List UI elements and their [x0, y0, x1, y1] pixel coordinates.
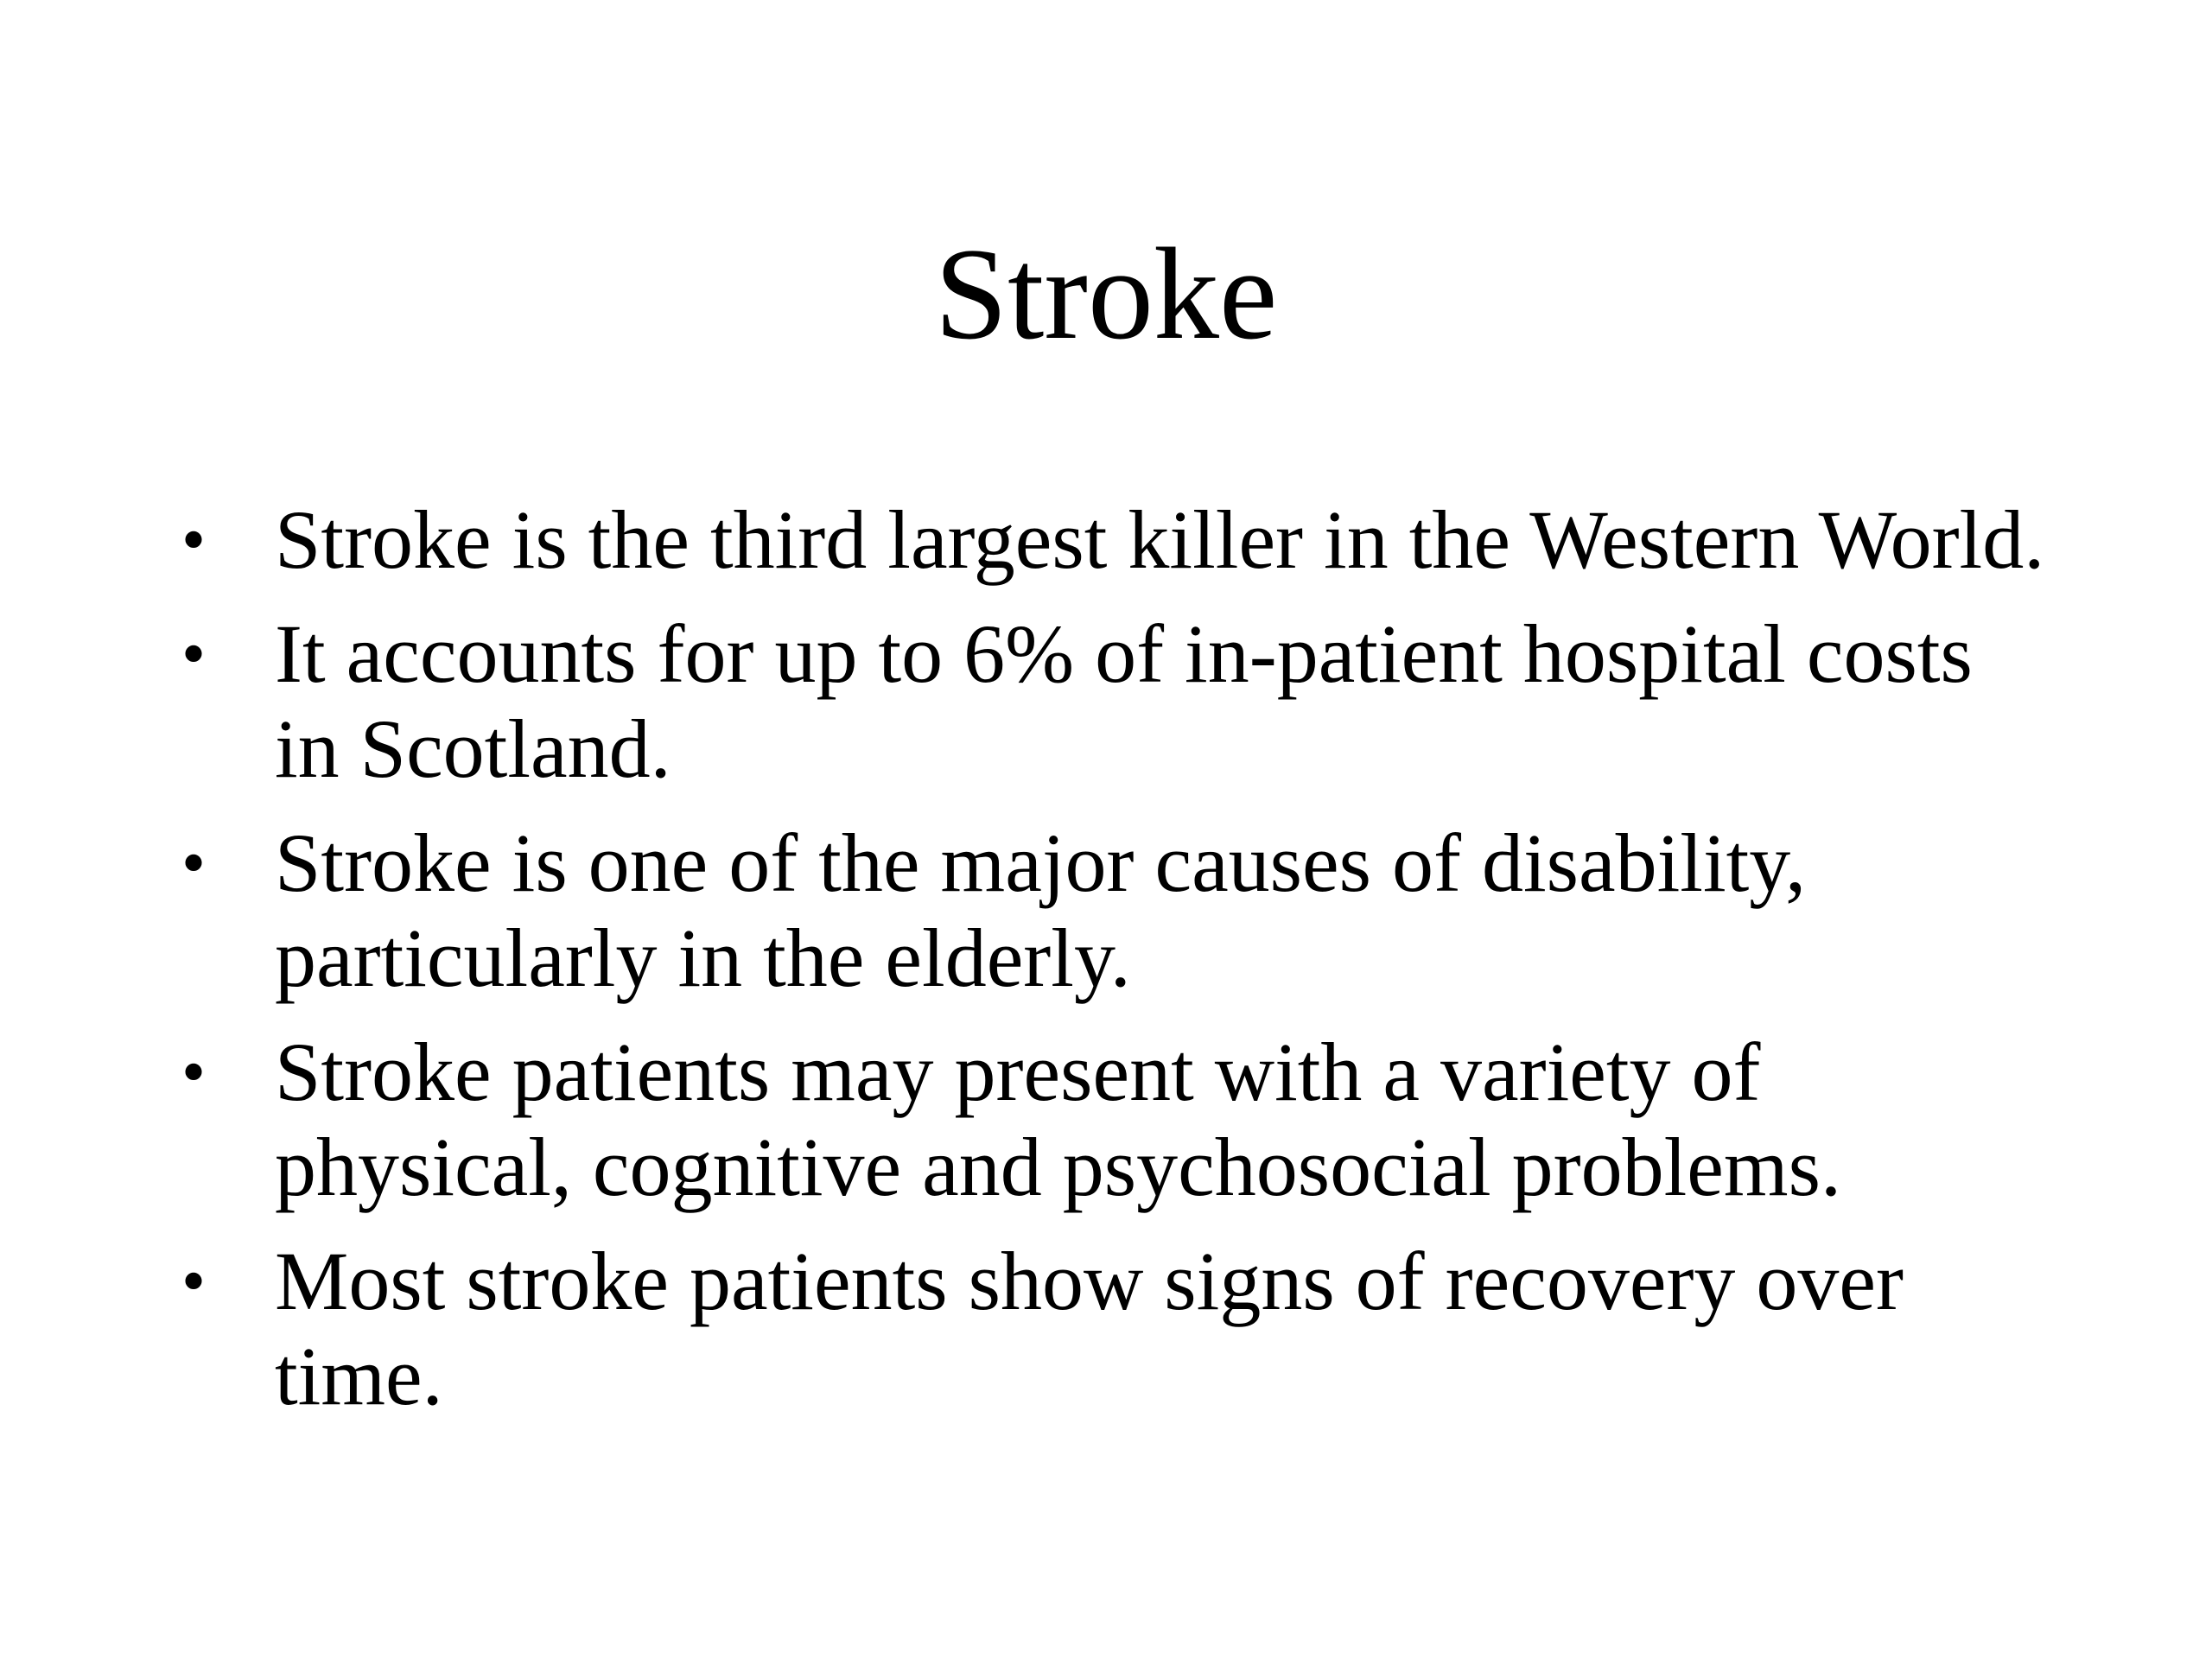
bullet-icon: • [181, 616, 207, 692]
bullet-icon: • [181, 1243, 207, 1319]
bullet-text: It accounts for up to 6% of in-patient hospital costs in Scotland. [275, 607, 1973, 795]
bullet-item [181, 493, 2056, 588]
bullet-item [181, 607, 2056, 797]
bullet-item [181, 816, 2056, 1006]
bullet-icon: • [181, 825, 207, 901]
bullet-item [181, 1025, 2056, 1215]
bullet-item [181, 1234, 2056, 1424]
bullet-text: Most stroke patients show signs of recovery over time. [275, 1235, 1904, 1422]
bullet-text: Stroke is one of the major causes of disability, particularly in the elderly. [275, 817, 1807, 1004]
bullet-text: Stroke is the third largest killer in the Western World. [275, 493, 2045, 586]
bullet-list [181, 493, 2056, 1443]
bullet-icon: • [181, 1034, 207, 1110]
bullet-icon: • [181, 502, 207, 578]
bullet-text: Stroke patients may present with a variety of physical, cognitive and psychosocial problems. [275, 1026, 1841, 1213]
slide-title: Stroke [934, 221, 1278, 366]
